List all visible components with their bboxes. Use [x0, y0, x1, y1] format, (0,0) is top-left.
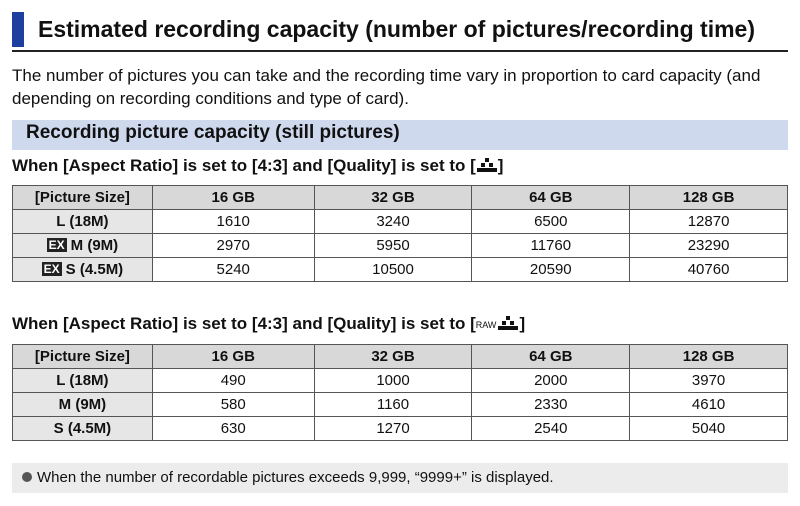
cell: 3240: [314, 210, 472, 234]
header-16gb: 16 GB: [152, 345, 314, 369]
cell: 20590: [472, 258, 630, 282]
cell: 580: [152, 393, 314, 417]
page-title: Estimated recording capacity (number of pictures/recording time): [38, 16, 755, 42]
capacity-table-fine: [12, 185, 788, 282]
row-label: [13, 258, 153, 282]
subsection-title: Recording picture capacity (still pictures): [12, 120, 788, 150]
table2-condition: [12, 314, 525, 334]
header-64gb: 64 GB: [472, 345, 630, 369]
cell: 3970: [630, 369, 788, 393]
cell: 1000: [314, 369, 472, 393]
table-row: [13, 369, 788, 393]
cell: 1270: [314, 417, 472, 441]
capacity-table-raw: [12, 344, 788, 441]
intro-paragraph: The number of pictures you can take and the recording time vary in proportion to card capacity (and depending on recording conditions and type of card).: [12, 66, 761, 108]
row-label: [13, 393, 153, 417]
header-128gb: 128 GB: [630, 186, 788, 210]
footnote: [12, 463, 788, 493]
cell: 5240: [152, 258, 314, 282]
section-heading: [12, 10, 788, 52]
header-picture-size: [Picture Size]: [13, 186, 153, 210]
header-32gb: 32 GB: [314, 345, 472, 369]
cell: 5950: [314, 234, 472, 258]
header-32gb: 32 GB: [314, 186, 472, 210]
header-16gb: 16 GB: [152, 186, 314, 210]
table-row: [13, 417, 788, 441]
size-label: S (4.5M): [53, 420, 112, 437]
cell: 2330: [472, 393, 630, 417]
cell: 1160: [314, 393, 472, 417]
table-header-row: [13, 186, 788, 210]
header-picture-size: [Picture Size]: [13, 345, 153, 369]
fine-quality-icon: [476, 158, 498, 172]
row-label: [13, 210, 153, 234]
cell: 2970: [152, 234, 314, 258]
table-row: [13, 393, 788, 417]
cell: 12870: [630, 210, 788, 234]
bullet-icon: [22, 472, 32, 482]
cell: 490: [152, 369, 314, 393]
row-label: [13, 369, 153, 393]
table1-condition-prefix: When [Aspect Ratio] is set to [4:3] and [Quality] is set to [: [12, 156, 476, 175]
cell: 6500: [472, 210, 630, 234]
extended-zoom-icon: EX: [48, 238, 65, 252]
cell: 2540: [472, 417, 630, 441]
table2-condition-suffix: ]: [519, 314, 526, 333]
table-header-row: [13, 345, 788, 369]
cell: 23290: [630, 234, 788, 258]
size-label: S (4.5M): [65, 261, 124, 278]
footnote-text: When the number of recordable pictures exceeds 9,999, “9999+” is displayed.: [37, 469, 554, 486]
row-label: [13, 417, 153, 441]
cell: 40760: [630, 258, 788, 282]
table2-condition-prefix: When [Aspect Ratio] is set to [4:3] and [Quality] is set to [: [12, 314, 476, 333]
table1-condition-suffix: ]: [497, 156, 504, 175]
size-label: L (18M): [56, 372, 109, 389]
raw-label: RAW: [475, 320, 497, 330]
extended-zoom-icon: EX: [43, 262, 60, 276]
row-label: [13, 234, 153, 258]
cell: 5040: [630, 417, 788, 441]
header-64gb: 64 GB: [472, 186, 630, 210]
cell: 1610: [152, 210, 314, 234]
size-label: M (9M): [58, 396, 107, 413]
raw-fine-quality-icon: [497, 316, 519, 330]
table-row: [13, 234, 788, 258]
cell: 10500: [314, 258, 472, 282]
size-label: L (18M): [56, 213, 109, 230]
heading-accent-bar: [12, 12, 24, 47]
size-label: M (9M): [70, 237, 119, 254]
table-row: [13, 258, 788, 282]
cell: 630: [152, 417, 314, 441]
table1-condition: [12, 156, 503, 176]
header-128gb: 128 GB: [630, 345, 788, 369]
table-row: [13, 210, 788, 234]
cell: 2000: [472, 369, 630, 393]
cell: 4610: [630, 393, 788, 417]
cell: 11760: [472, 234, 630, 258]
